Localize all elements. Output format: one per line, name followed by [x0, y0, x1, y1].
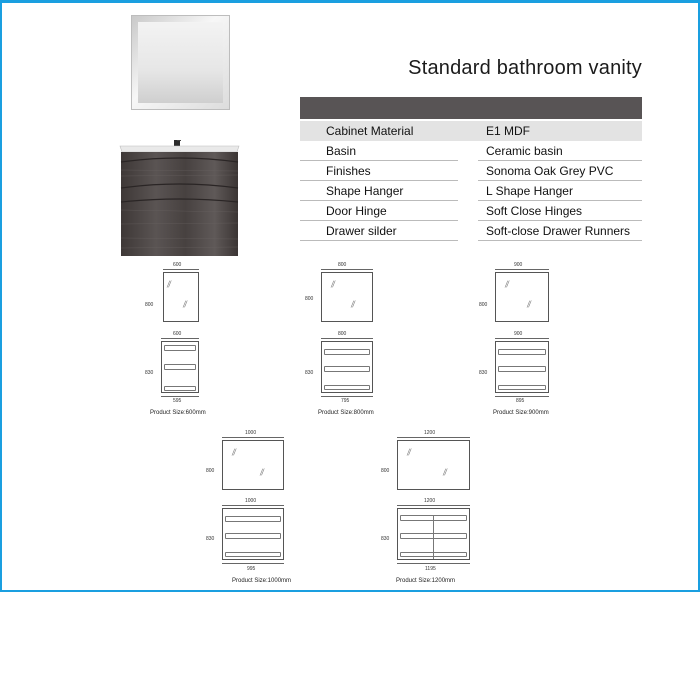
mirror-height-label: 800	[145, 302, 154, 308]
row-divider	[300, 200, 458, 201]
reflection-icon: ⁄⁄	[167, 278, 172, 290]
drawer	[400, 552, 467, 557]
spec-label: Drawer silder	[326, 224, 397, 238]
cabinet-height-label: 830	[305, 370, 314, 376]
drawer	[164, 364, 196, 370]
reflection-icon: ⁄⁄	[527, 298, 532, 310]
spec-row	[300, 221, 642, 241]
product-size-caption: Product Size:600mm	[150, 410, 206, 416]
row-divider	[300, 160, 458, 161]
spec-value: Soft Close Hinges	[486, 204, 583, 218]
mirror-outline	[163, 272, 199, 322]
mirror-width-label: 1200	[424, 430, 436, 436]
spec-table	[300, 121, 642, 241]
drawer	[324, 366, 370, 372]
reflection-icon: ⁄⁄	[183, 298, 188, 310]
drawer	[324, 349, 370, 355]
drawer	[324, 385, 370, 390]
cabinet-outline	[397, 508, 470, 560]
drawer	[164, 345, 196, 351]
cabinet-height-label: 830	[381, 536, 390, 542]
reflection-icon: ⁄⁄	[407, 446, 412, 458]
row-divider	[478, 160, 642, 161]
reflection-icon: ⁄⁄	[351, 298, 356, 310]
spec-value: Sonoma Oak Grey PVC	[486, 164, 614, 178]
reflection-icon: ⁄⁄	[331, 278, 336, 290]
spec-value: E1 MDF	[460, 121, 642, 141]
drawer	[164, 386, 196, 391]
cabinet-width-label: 1200	[424, 498, 436, 504]
drawer	[225, 552, 281, 557]
product-size-caption: Product Size:1000mm	[232, 578, 292, 584]
spec-row	[300, 141, 642, 161]
cabinet-width-label: 600	[173, 331, 182, 337]
mirror-width-label: 600	[173, 262, 182, 268]
cabinet-outline	[321, 341, 373, 393]
spec-row	[300, 181, 642, 201]
row-divider	[300, 220, 458, 221]
header-bar	[300, 97, 642, 119]
drawer	[498, 366, 546, 372]
reflection-icon: ⁄⁄	[443, 466, 448, 478]
drawer	[225, 533, 281, 539]
reflection-icon: ⁄⁄	[232, 446, 237, 458]
spec-value: Ceramic basin	[486, 144, 563, 158]
mirror-outline	[321, 272, 373, 322]
cabinet-base-label: 595	[173, 398, 182, 404]
cabinet-base-label: 995	[247, 566, 256, 572]
spec-value: L Shape Hanger	[486, 184, 573, 198]
product-size-caption: Product Size:1200mm	[396, 578, 456, 584]
reflection-icon: ⁄⁄	[505, 278, 510, 290]
spec-value: Soft-close Drawer Runners	[486, 224, 631, 238]
drawer	[400, 533, 467, 539]
mirror-height-label: 800	[305, 296, 314, 302]
mirror-photo	[131, 15, 230, 110]
vanity-cabinet-photo	[119, 140, 240, 256]
mirror-width-label: 900	[514, 262, 523, 268]
drawer	[498, 385, 546, 390]
cabinet-width-label: 1000	[245, 498, 257, 504]
mirror-height-label: 800	[206, 468, 215, 474]
mirror-outline	[397, 440, 470, 490]
product-size-caption: Product Size:800mm	[318, 410, 374, 416]
row-divider	[478, 180, 642, 181]
mirror-width-label: 800	[338, 262, 347, 268]
spec-row	[300, 121, 642, 141]
cabinet-base-label: 1195	[425, 566, 436, 572]
cabinet-outline	[222, 508, 284, 560]
spec-row	[300, 161, 642, 181]
spec-label: Cabinet Material	[300, 121, 460, 141]
cabinet-outline	[495, 341, 549, 393]
cabinet-height-label: 830	[206, 536, 215, 542]
spec-label: Finishes	[326, 164, 371, 178]
cabinet-base-label: 895	[516, 398, 525, 404]
cabinet-outline	[161, 341, 199, 393]
spec-label: Door Hinge	[326, 204, 387, 218]
row-divider	[478, 200, 642, 201]
product-size-caption: Product Size:900mm	[493, 410, 549, 416]
spec-label: Shape Hanger	[326, 184, 404, 198]
mirror-width-label: 1000	[245, 430, 257, 436]
spec-row	[300, 201, 642, 221]
row-divider	[300, 180, 458, 181]
drawer	[225, 516, 281, 522]
spec-label: Basin	[326, 144, 357, 158]
row-divider	[300, 240, 458, 241]
cabinet-base-label: 795	[341, 398, 350, 404]
cabinet-height-label: 830	[145, 370, 154, 376]
mirror-height-label: 800	[381, 468, 390, 474]
row-divider	[478, 220, 642, 221]
mirror-outline	[222, 440, 284, 490]
mirror-height-label: 800	[479, 302, 488, 308]
page-title: Standard bathroom vanity	[408, 57, 642, 79]
reflection-icon: ⁄⁄	[260, 466, 265, 478]
cabinet-width-label: 900	[514, 331, 523, 337]
drawer	[498, 349, 546, 355]
row-divider	[478, 240, 642, 241]
cabinet-width-label: 800	[338, 331, 347, 337]
cabinet-height-label: 830	[479, 370, 488, 376]
mirror-outline	[495, 272, 549, 322]
